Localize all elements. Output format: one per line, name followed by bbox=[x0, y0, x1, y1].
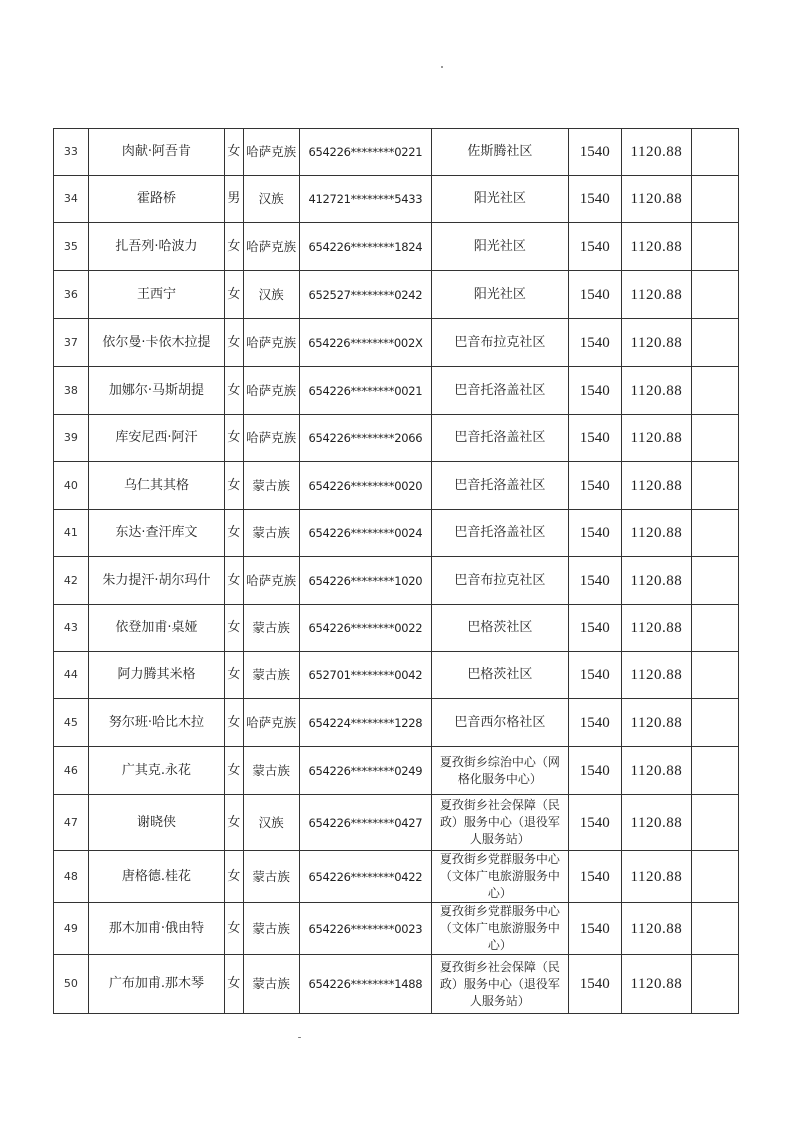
scan-speck bbox=[441, 66, 443, 68]
table-row bbox=[54, 176, 739, 223]
subsidy-cell: 1120.88 bbox=[621, 223, 691, 271]
row-number: 47 bbox=[54, 795, 89, 851]
subsidy-cell: 1120.88 bbox=[621, 955, 691, 1014]
table-row bbox=[54, 271, 739, 319]
row-number: 35 bbox=[54, 223, 89, 271]
sex-cell: 女 bbox=[225, 747, 243, 795]
ethnicity-cell: 蒙古族 bbox=[243, 605, 299, 652]
id-number-cell: 654226********0221 bbox=[299, 129, 432, 176]
id-number-cell: 652527********0242 bbox=[299, 271, 432, 319]
id-number-cell: 654226********0422 bbox=[299, 851, 432, 903]
amount-cell: 1540 bbox=[568, 903, 621, 955]
subsidy-cell: 1120.88 bbox=[621, 747, 691, 795]
empty-cell bbox=[692, 955, 739, 1014]
subsidy-cell: 1120.88 bbox=[621, 795, 691, 851]
person-name: 朱力提汗·胡尔玛什 bbox=[88, 557, 225, 605]
table-row bbox=[54, 699, 739, 747]
subsidy-cell: 1120.88 bbox=[621, 699, 691, 747]
amount-cell: 1540 bbox=[568, 319, 621, 367]
id-number-cell: 654226********002X bbox=[299, 319, 432, 367]
row-number: 42 bbox=[54, 557, 89, 605]
sex-cell: 女 bbox=[225, 652, 243, 699]
ethnicity-cell: 哈萨克族 bbox=[243, 557, 299, 605]
sex-cell: 女 bbox=[225, 271, 243, 319]
empty-cell bbox=[692, 176, 739, 223]
person-name: 肉献·阿吾肯 bbox=[88, 129, 225, 176]
person-name: 依登加甫·桌娅 bbox=[88, 605, 225, 652]
empty-cell bbox=[692, 319, 739, 367]
sex-cell: 女 bbox=[225, 699, 243, 747]
person-name: 东达·查汗库文 bbox=[88, 510, 225, 557]
sex-cell: 女 bbox=[225, 462, 243, 510]
id-number-cell: 654226********0023 bbox=[299, 903, 432, 955]
subsidy-cell: 1120.88 bbox=[621, 557, 691, 605]
subsidy-cell: 1120.88 bbox=[621, 129, 691, 176]
row-number: 50 bbox=[54, 955, 89, 1014]
unit-cell: 夏孜街乡社会保障（民政）服务中心（退役军人服务站） bbox=[432, 795, 569, 851]
amount-cell: 1540 bbox=[568, 851, 621, 903]
ethnicity-cell: 汉族 bbox=[243, 795, 299, 851]
id-number-cell: 412721********5433 bbox=[299, 176, 432, 223]
ethnicity-cell: 哈萨克族 bbox=[243, 367, 299, 415]
id-number-cell: 654226********1020 bbox=[299, 557, 432, 605]
person-name: 阿力腾其米格 bbox=[88, 652, 225, 699]
subsidy-cell: 1120.88 bbox=[621, 319, 691, 367]
empty-cell bbox=[692, 415, 739, 462]
row-number: 37 bbox=[54, 319, 89, 367]
unit-cell: 巴音西尔格社区 bbox=[432, 699, 569, 747]
sex-cell: 女 bbox=[225, 795, 243, 851]
table-row bbox=[54, 557, 739, 605]
ethnicity-cell: 汉族 bbox=[243, 176, 299, 223]
subsidy-cell: 1120.88 bbox=[621, 415, 691, 462]
table-row bbox=[54, 955, 739, 1014]
sex-cell: 男 bbox=[225, 176, 243, 223]
sex-cell: 女 bbox=[225, 955, 243, 1014]
sex-cell: 女 bbox=[225, 851, 243, 903]
amount-cell: 1540 bbox=[568, 605, 621, 652]
row-number: 36 bbox=[54, 271, 89, 319]
id-number-cell: 654226********0020 bbox=[299, 462, 432, 510]
table-row bbox=[54, 223, 739, 271]
person-name: 广其克.永花 bbox=[88, 747, 225, 795]
subsidy-cell: 1120.88 bbox=[621, 652, 691, 699]
unit-cell: 巴音托洛盖社区 bbox=[432, 462, 569, 510]
sex-cell: 女 bbox=[225, 557, 243, 605]
person-name: 乌仁其其格 bbox=[88, 462, 225, 510]
row-number: 41 bbox=[54, 510, 89, 557]
amount-cell: 1540 bbox=[568, 415, 621, 462]
amount-cell: 1540 bbox=[568, 223, 621, 271]
subsidy-cell: 1120.88 bbox=[621, 271, 691, 319]
ethnicity-cell: 蒙古族 bbox=[243, 903, 299, 955]
amount-cell: 1540 bbox=[568, 955, 621, 1014]
row-number: 46 bbox=[54, 747, 89, 795]
ethnicity-cell: 蒙古族 bbox=[243, 462, 299, 510]
unit-cell: 巴音布拉克社区 bbox=[432, 319, 569, 367]
table-row bbox=[54, 510, 739, 557]
person-name: 扎吾列·哈波力 bbox=[88, 223, 225, 271]
subsidy-cell: 1120.88 bbox=[621, 176, 691, 223]
ethnicity-cell: 哈萨克族 bbox=[243, 319, 299, 367]
empty-cell bbox=[692, 223, 739, 271]
row-number: 38 bbox=[54, 367, 89, 415]
table-row bbox=[54, 747, 739, 795]
row-number: 39 bbox=[54, 415, 89, 462]
empty-cell bbox=[692, 699, 739, 747]
row-number: 33 bbox=[54, 129, 89, 176]
person-name: 那木加甫·俄由特 bbox=[88, 903, 225, 955]
ethnicity-cell: 哈萨克族 bbox=[243, 129, 299, 176]
id-number-cell: 654226********0022 bbox=[299, 605, 432, 652]
empty-cell bbox=[692, 747, 739, 795]
unit-cell: 阳光社区 bbox=[432, 176, 569, 223]
id-number-cell: 654226********1488 bbox=[299, 955, 432, 1014]
subsidy-cell: 1120.88 bbox=[621, 851, 691, 903]
sex-cell: 女 bbox=[225, 129, 243, 176]
amount-cell: 1540 bbox=[568, 795, 621, 851]
empty-cell bbox=[692, 557, 739, 605]
empty-cell bbox=[692, 271, 739, 319]
subsidy-cell: 1120.88 bbox=[621, 510, 691, 557]
table-row bbox=[54, 462, 739, 510]
person-name: 加娜尔·马斯胡提 bbox=[88, 367, 225, 415]
empty-cell bbox=[692, 851, 739, 903]
table-row bbox=[54, 851, 739, 903]
sex-cell: 女 bbox=[225, 319, 243, 367]
person-name: 唐格德.桂花 bbox=[88, 851, 225, 903]
empty-cell bbox=[692, 510, 739, 557]
amount-cell: 1540 bbox=[568, 176, 621, 223]
row-number: 45 bbox=[54, 699, 89, 747]
unit-cell: 阳光社区 bbox=[432, 271, 569, 319]
unit-cell: 夏孜街乡综治中心（网格化服务中心） bbox=[432, 747, 569, 795]
unit-cell: 巴音布拉克社区 bbox=[432, 557, 569, 605]
id-number-cell: 654226********0249 bbox=[299, 747, 432, 795]
unit-cell: 巴格茨社区 bbox=[432, 652, 569, 699]
scan-speck bbox=[298, 1037, 301, 1038]
person-name: 库安尼西·阿汗 bbox=[88, 415, 225, 462]
table-row bbox=[54, 903, 739, 955]
amount-cell: 1540 bbox=[568, 462, 621, 510]
id-number-cell: 654226********0021 bbox=[299, 367, 432, 415]
unit-cell: 巴格茨社区 bbox=[432, 605, 569, 652]
sex-cell: 女 bbox=[225, 510, 243, 557]
subsidy-cell: 1120.88 bbox=[621, 367, 691, 415]
roster-table bbox=[53, 128, 739, 1014]
empty-cell bbox=[692, 367, 739, 415]
amount-cell: 1540 bbox=[568, 699, 621, 747]
unit-cell: 佐斯腾社区 bbox=[432, 129, 569, 176]
table-row bbox=[54, 605, 739, 652]
id-number-cell: 654226********1824 bbox=[299, 223, 432, 271]
empty-cell bbox=[692, 462, 739, 510]
unit-cell: 巴音托洛盖社区 bbox=[432, 510, 569, 557]
table-row bbox=[54, 652, 739, 699]
person-name: 广布加甫.那木琴 bbox=[88, 955, 225, 1014]
subsidy-cell: 1120.88 bbox=[621, 903, 691, 955]
roster-body bbox=[54, 129, 739, 1014]
amount-cell: 1540 bbox=[568, 557, 621, 605]
table-row bbox=[54, 319, 739, 367]
ethnicity-cell: 汉族 bbox=[243, 271, 299, 319]
unit-cell: 夏孜街乡党群服务中心（文体广电旅游服务中心） bbox=[432, 851, 569, 903]
table-row bbox=[54, 367, 739, 415]
empty-cell bbox=[692, 652, 739, 699]
ethnicity-cell: 蒙古族 bbox=[243, 851, 299, 903]
amount-cell: 1540 bbox=[568, 271, 621, 319]
person-name: 谢晓侠 bbox=[88, 795, 225, 851]
person-name: 霍路桥 bbox=[88, 176, 225, 223]
subsidy-cell: 1120.88 bbox=[621, 605, 691, 652]
empty-cell bbox=[692, 129, 739, 176]
person-name: 王西宁 bbox=[88, 271, 225, 319]
row-number: 49 bbox=[54, 903, 89, 955]
person-name: 依尔曼·卡依木拉提 bbox=[88, 319, 225, 367]
unit-cell: 夏孜街乡社会保障（民政）服务中心（退役军人服务站） bbox=[432, 955, 569, 1014]
amount-cell: 1540 bbox=[568, 510, 621, 557]
amount-cell: 1540 bbox=[568, 652, 621, 699]
sex-cell: 女 bbox=[225, 223, 243, 271]
sex-cell: 女 bbox=[225, 415, 243, 462]
ethnicity-cell: 蒙古族 bbox=[243, 510, 299, 557]
row-number: 34 bbox=[54, 176, 89, 223]
row-number: 43 bbox=[54, 605, 89, 652]
amount-cell: 1540 bbox=[568, 747, 621, 795]
person-name: 努尔班·哈比木拉 bbox=[88, 699, 225, 747]
table-row bbox=[54, 415, 739, 462]
id-number-cell: 654226********0024 bbox=[299, 510, 432, 557]
unit-cell: 巴音托洛盖社区 bbox=[432, 415, 569, 462]
amount-cell: 1540 bbox=[568, 129, 621, 176]
table-row bbox=[54, 129, 739, 176]
id-number-cell: 654226********2066 bbox=[299, 415, 432, 462]
sex-cell: 女 bbox=[225, 367, 243, 415]
ethnicity-cell: 哈萨克族 bbox=[243, 223, 299, 271]
sex-cell: 女 bbox=[225, 903, 243, 955]
empty-cell bbox=[692, 605, 739, 652]
sex-cell: 女 bbox=[225, 605, 243, 652]
id-number-cell: 652701********0042 bbox=[299, 652, 432, 699]
unit-cell: 阳光社区 bbox=[432, 223, 569, 271]
table-row bbox=[54, 795, 739, 851]
id-number-cell: 654226********0427 bbox=[299, 795, 432, 851]
unit-cell: 夏孜街乡党群服务中心（文体广电旅游服务中心） bbox=[432, 903, 569, 955]
row-number: 48 bbox=[54, 851, 89, 903]
subsidy-cell: 1120.88 bbox=[621, 462, 691, 510]
ethnicity-cell: 蒙古族 bbox=[243, 652, 299, 699]
ethnicity-cell: 哈萨克族 bbox=[243, 699, 299, 747]
ethnicity-cell: 哈萨克族 bbox=[243, 415, 299, 462]
empty-cell bbox=[692, 903, 739, 955]
amount-cell: 1540 bbox=[568, 367, 621, 415]
row-number: 40 bbox=[54, 462, 89, 510]
empty-cell bbox=[692, 795, 739, 851]
ethnicity-cell: 蒙古族 bbox=[243, 747, 299, 795]
row-number: 44 bbox=[54, 652, 89, 699]
ethnicity-cell: 蒙古族 bbox=[243, 955, 299, 1014]
unit-cell: 巴音托洛盖社区 bbox=[432, 367, 569, 415]
id-number-cell: 654224********1228 bbox=[299, 699, 432, 747]
